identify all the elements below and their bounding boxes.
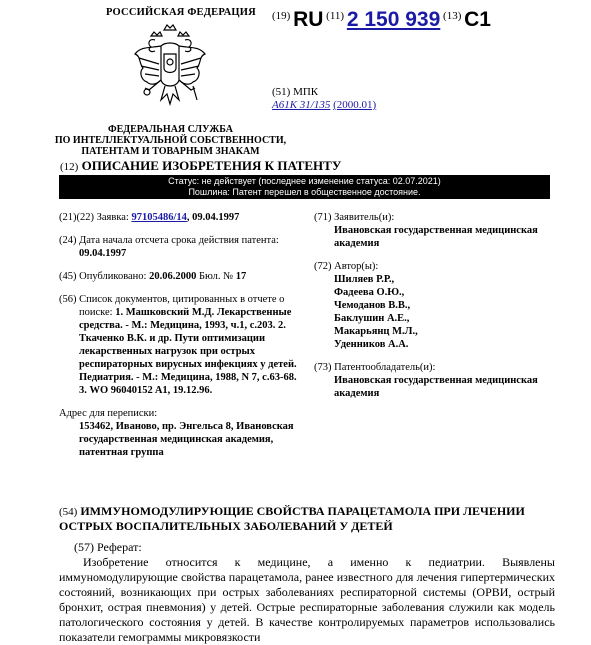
author: Чемоданов В.В., [334,300,411,311]
patent-office-name [50,124,291,157]
biblio-right-column [314,211,550,410]
author: Макарьянц М.Л., [334,326,418,337]
abstract-label: (57) Реферат: [74,540,142,554]
author: Фадеева О.Ю., [334,287,405,298]
application-number-link[interactable]: 97105486/14 [131,212,187,223]
invention-title [59,504,559,533]
owner-entry: (73) Патентообладатель(и): Ивановская государственная медицинская академия [314,362,538,399]
ipc-class-link[interactable]: A61K 31/135 [272,99,331,111]
patent-number-line [272,8,491,32]
authors-entry: (72) Автор(ы): Шиляев Р.Р., Фадеева О.Ю., Чемоданов В.В., Баклушин А.Е., Макарьянц М.Л., Уденников А.А. [314,260,550,351]
term-start-entry: (24) Дата начала отсчета срока действия патента: 09.04.1997 [59,235,279,259]
inid-code-19: (19) [272,10,291,22]
inid-code-11: (11) [326,10,345,22]
author: Баклушин А.Е., [334,313,410,324]
country-code: RU [293,8,324,31]
inid-code-54: (54) [59,506,78,518]
author: Шиляев Р.Р., [334,274,395,285]
ipc-classification [272,86,376,112]
title-text: ИММУНОМОДУЛИРУЮЩИЕ СВОЙСТВА ПАРАЦЕТАМОЛА ПРИ ЛЕЧЕНИИ ОСТРЫХ ВОСПАЛИТЕЛЬНЫХ ЗАБОЛЕВАНИЙ У ДЕТЕЙ [59,504,525,533]
biblio-left-column [59,211,304,469]
author: Уденников А.А. [334,339,409,350]
applicant-entry: (71) Заявитель(и): Ивановская государственная медицинская академия [314,212,538,249]
country-name: РОССИЙСКАЯ ФЕДЕРАЦИЯ [106,7,256,18]
ipc-version-link[interactable]: (2000.01) [333,99,377,111]
abstract-text: Изобретение относится к медицине, а именно к педиатрии. Выявлены иммуномодулирующие свойства парацетамола, ранее известного для лечения гипертермических состояний, возникающих при острых заболеваниях респираторной системы (ОРВИ, острый бронхит, острая пневмония) у детей. Острые респираторные заболевания служили как модель патологического состояния у детей. В качестве контролируемых параметров использовались показатели гемограммы микровязкости [59,555,555,644]
ipc-label: (51) МПК [272,86,319,98]
document-heading [60,158,341,174]
address-entry: Адрес для переписки: 153462, Иваново, пр. Энгельса 8, Ивановская государственная медицинская академия, патентная группа [59,408,294,458]
publication-entry: (45) Опубликовано: 20.06.2000 Бюл. № 17 [59,271,247,282]
citations-entry: (56) Список документов, цитированных в отчете о поиске: 1. Машковский М.Д. Лекарственные средства. - М.: Медицина, 1993, ч.1, с.203. 2. Ткаченко В.К. и др. Пути оптимизации лекарственных нагрузок при острых респираторных вирусных инфекциях у детей. Педиатрия. - М.: Медицина, 1988, N 7, с.63-68. 3. WO 96040152 A1, 19.12.96. [59,294,297,396]
fee-line: Пошлина: Патент перешел в общественное достояние. [188,187,421,197]
office-line: ПО ИНТЕЛЛЕКТУАЛЬНОЙ СОБСТВЕННОСТИ, [54,135,287,146]
application-entry: (21)(22) Заявка: 97105486/14, 09.04.1997 [59,212,240,223]
status-bar [59,175,550,199]
heading-text: ОПИСАНИЕ ИЗОБРЕТЕНИЯ К ПАТЕНТУ [81,158,342,173]
status-line: Статус: не действует (последнее изменение статуса: 02.07.2021) [168,176,441,186]
inid-code-12: (12) [60,161,79,173]
office-line: ФЕДЕРАЛЬНАЯ СЛУЖБА [108,124,233,135]
inid-code-13: (13) [443,10,462,22]
office-line: ПАТЕНТАМ И ТОВАРНЫМ ЗНАКАМ [81,146,260,157]
kind-code: C1 [464,8,491,31]
russian-coat-of-arms-icon [131,24,209,116]
patent-number-link[interactable]: 2 150 939 [346,8,441,31]
